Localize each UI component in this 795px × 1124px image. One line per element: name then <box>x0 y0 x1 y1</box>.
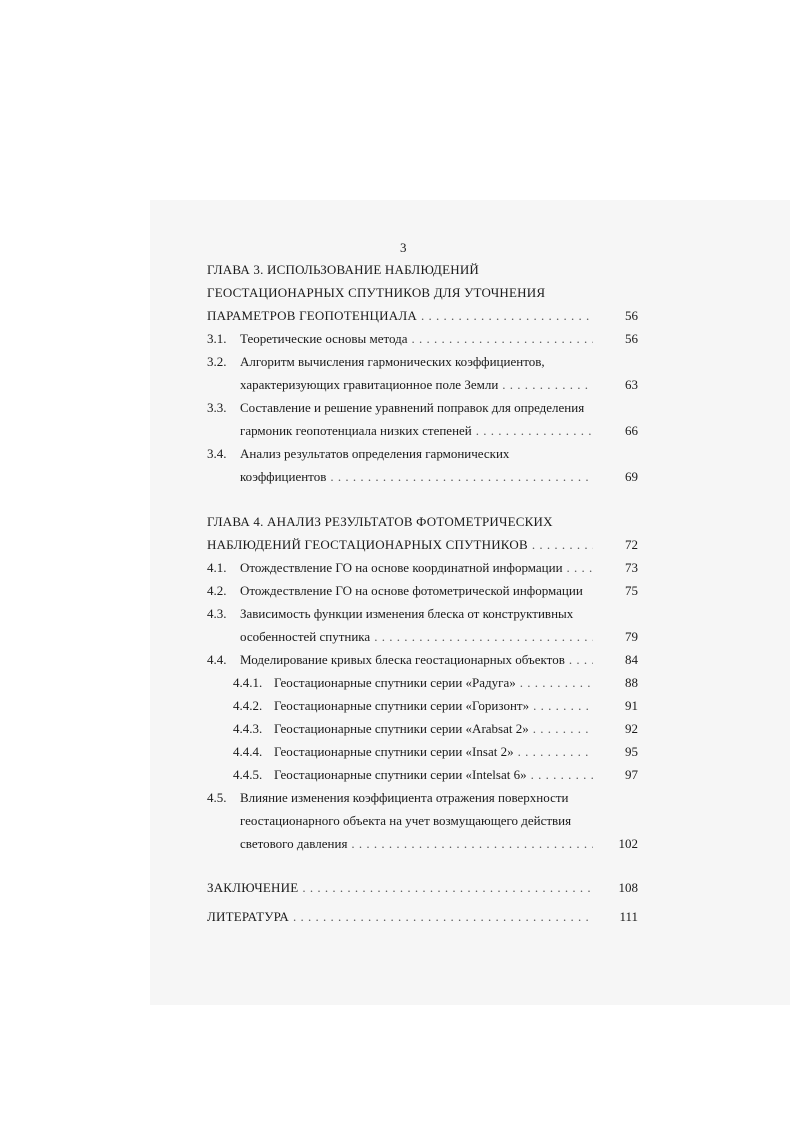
section-title-line1: Анализ результатов определения гармонических <box>240 446 510 461</box>
subsection-page: 95 <box>625 744 638 759</box>
subsection-title: Геостационарные спутники серии «Радуга» <box>274 675 516 690</box>
chapter4-title-line2: НАБЛЮДЕНИЙ ГЕОСТАЦИОНАРНЫХ СПУТНИКОВ <box>207 537 528 552</box>
leader-dots <box>533 721 593 737</box>
section-number: 4.3. <box>207 606 227 621</box>
leader-dots <box>374 629 593 645</box>
leader-dots <box>533 698 593 714</box>
toc-entry <box>274 698 597 714</box>
section-page: 56 <box>625 331 638 346</box>
toc-entry <box>240 469 597 485</box>
section-number: 4.5. <box>207 790 227 805</box>
subsection-page: 97 <box>625 767 638 782</box>
toc-entry <box>240 331 597 347</box>
subsection-number: 4.4.1. <box>233 675 263 690</box>
subsection-number: 4.4.5. <box>233 767 263 782</box>
toc-entry <box>240 629 597 645</box>
subsection-title: Геостационарные спутники серии «Arabsat 2» <box>274 721 529 736</box>
section-title-line1: Алгоритм вычисления гармонических коэффициентов, <box>240 354 545 369</box>
section-page: 84 <box>625 652 638 667</box>
chapter3-title-line3-row <box>207 308 597 324</box>
section-number: 3.2. <box>207 354 227 369</box>
section-title-line3: светового давления <box>240 836 348 851</box>
subsection-title: Геостационарные спутники серии «Горизонт» <box>274 698 530 713</box>
section-number: 3.4. <box>207 446 227 461</box>
toc-entry <box>240 560 597 576</box>
chapter4-title-line1: ГЛАВА 4. АНАЛИЗ РЕЗУЛЬТАТОВ ФОТОМЕТРИЧЕСКИХ <box>207 514 553 529</box>
section-title: Моделирование кривых блеска геостационарных объектов <box>240 652 565 667</box>
section-title: Отождествление ГО на основе фотометрической информации <box>240 583 583 598</box>
section-title-line1: Составление и решение уравнений поправок для определения <box>240 400 585 415</box>
leader-dots <box>567 560 593 576</box>
toc-entry <box>240 377 597 393</box>
leader-dots <box>532 537 593 553</box>
leader-dots <box>569 652 593 668</box>
toc-entry <box>274 675 597 691</box>
chapter3-page: 56 <box>625 308 638 323</box>
section-page: 73 <box>625 560 638 575</box>
section-title-line2: коэффициентов <box>240 469 327 484</box>
chapter3-title-line1: ГЛАВА 3. ИСПОЛЬЗОВАНИЕ НАБЛЮДЕНИЙ <box>207 262 480 277</box>
leader-dots <box>351 836 593 852</box>
conclusion-page: 108 <box>618 880 638 895</box>
leader-dots <box>531 767 593 783</box>
page-number: 3 <box>400 240 407 255</box>
toc-entry <box>240 836 597 852</box>
subsection-page: 92 <box>625 721 638 736</box>
leader-dots <box>518 744 593 760</box>
subsection-page: 91 <box>625 698 638 713</box>
section-page: 66 <box>625 423 638 438</box>
chapter3-title-line2: ГЕОСТАЦИОНАРНЫХ СПУТНИКОВ ДЛЯ УТОЧНЕНИЯ <box>207 285 546 300</box>
section-title: Теоретические основы метода <box>240 331 408 346</box>
section-title: Отождествление ГО на основе координатной информации <box>240 560 563 575</box>
toc-entry <box>207 880 597 896</box>
section-title-line2: геостационарного объекта на учет возмущающего действия <box>240 813 572 828</box>
leader-dots <box>421 308 593 324</box>
section-number: 3.3. <box>207 400 227 415</box>
section-page: 63 <box>625 377 638 392</box>
toc-entry <box>240 652 597 668</box>
leader-dots <box>330 469 593 485</box>
subsection-number: 4.4.4. <box>233 744 263 759</box>
section-title-line2: характеризующих гравитационное поле Земли <box>240 377 499 392</box>
chapter4-page: 72 <box>625 537 638 552</box>
subsection-number: 4.4.3. <box>233 721 263 736</box>
toc-entry <box>274 721 597 737</box>
leader-dots <box>293 909 593 925</box>
section-title-line2: особенностей спутника <box>240 629 371 644</box>
toc-entry <box>240 423 597 439</box>
section-page: 79 <box>625 629 638 644</box>
subsection-title: Геостационарные спутники серии «Insat 2» <box>274 744 514 759</box>
section-page: 102 <box>618 836 638 851</box>
section-number: 4.2. <box>207 583 227 598</box>
literature-page: 111 <box>619 909 638 924</box>
subsection-page: 88 <box>625 675 638 690</box>
section-title-line1: Влияние изменения коэффициента отражения поверхности <box>240 790 569 805</box>
toc-entry <box>207 909 597 925</box>
leader-dots <box>502 377 593 393</box>
section-title-line2: гармоник геопотенциала низких степеней <box>240 423 472 438</box>
toc-entry <box>274 744 597 760</box>
literature-title: ЛИТЕРАТУРА <box>207 909 289 924</box>
leader-dots <box>520 675 593 691</box>
chapter3-title-line3: ПАРАМЕТРОВ ГЕОПОТЕНЦИАЛА <box>207 308 417 323</box>
leader-dots <box>476 423 593 439</box>
leader-dots <box>412 331 593 347</box>
section-number: 4.1. <box>207 560 227 575</box>
section-page: 69 <box>625 469 638 484</box>
leader-dots <box>302 880 593 896</box>
section-title-line1: Зависимость функции изменения блеска от конструктивных <box>240 606 574 621</box>
subsection-title: Геостационарные спутники серии «Intelsat 6» <box>274 767 527 782</box>
subsection-number: 4.4.2. <box>233 698 263 713</box>
chapter4-title-line2-row <box>207 537 597 553</box>
section-page: 75 <box>625 583 638 598</box>
section-number: 4.4. <box>207 652 227 667</box>
conclusion-title: ЗАКЛЮЧЕНИЕ <box>207 880 299 895</box>
toc-entry <box>274 767 597 783</box>
section-number: 3.1. <box>207 331 227 346</box>
